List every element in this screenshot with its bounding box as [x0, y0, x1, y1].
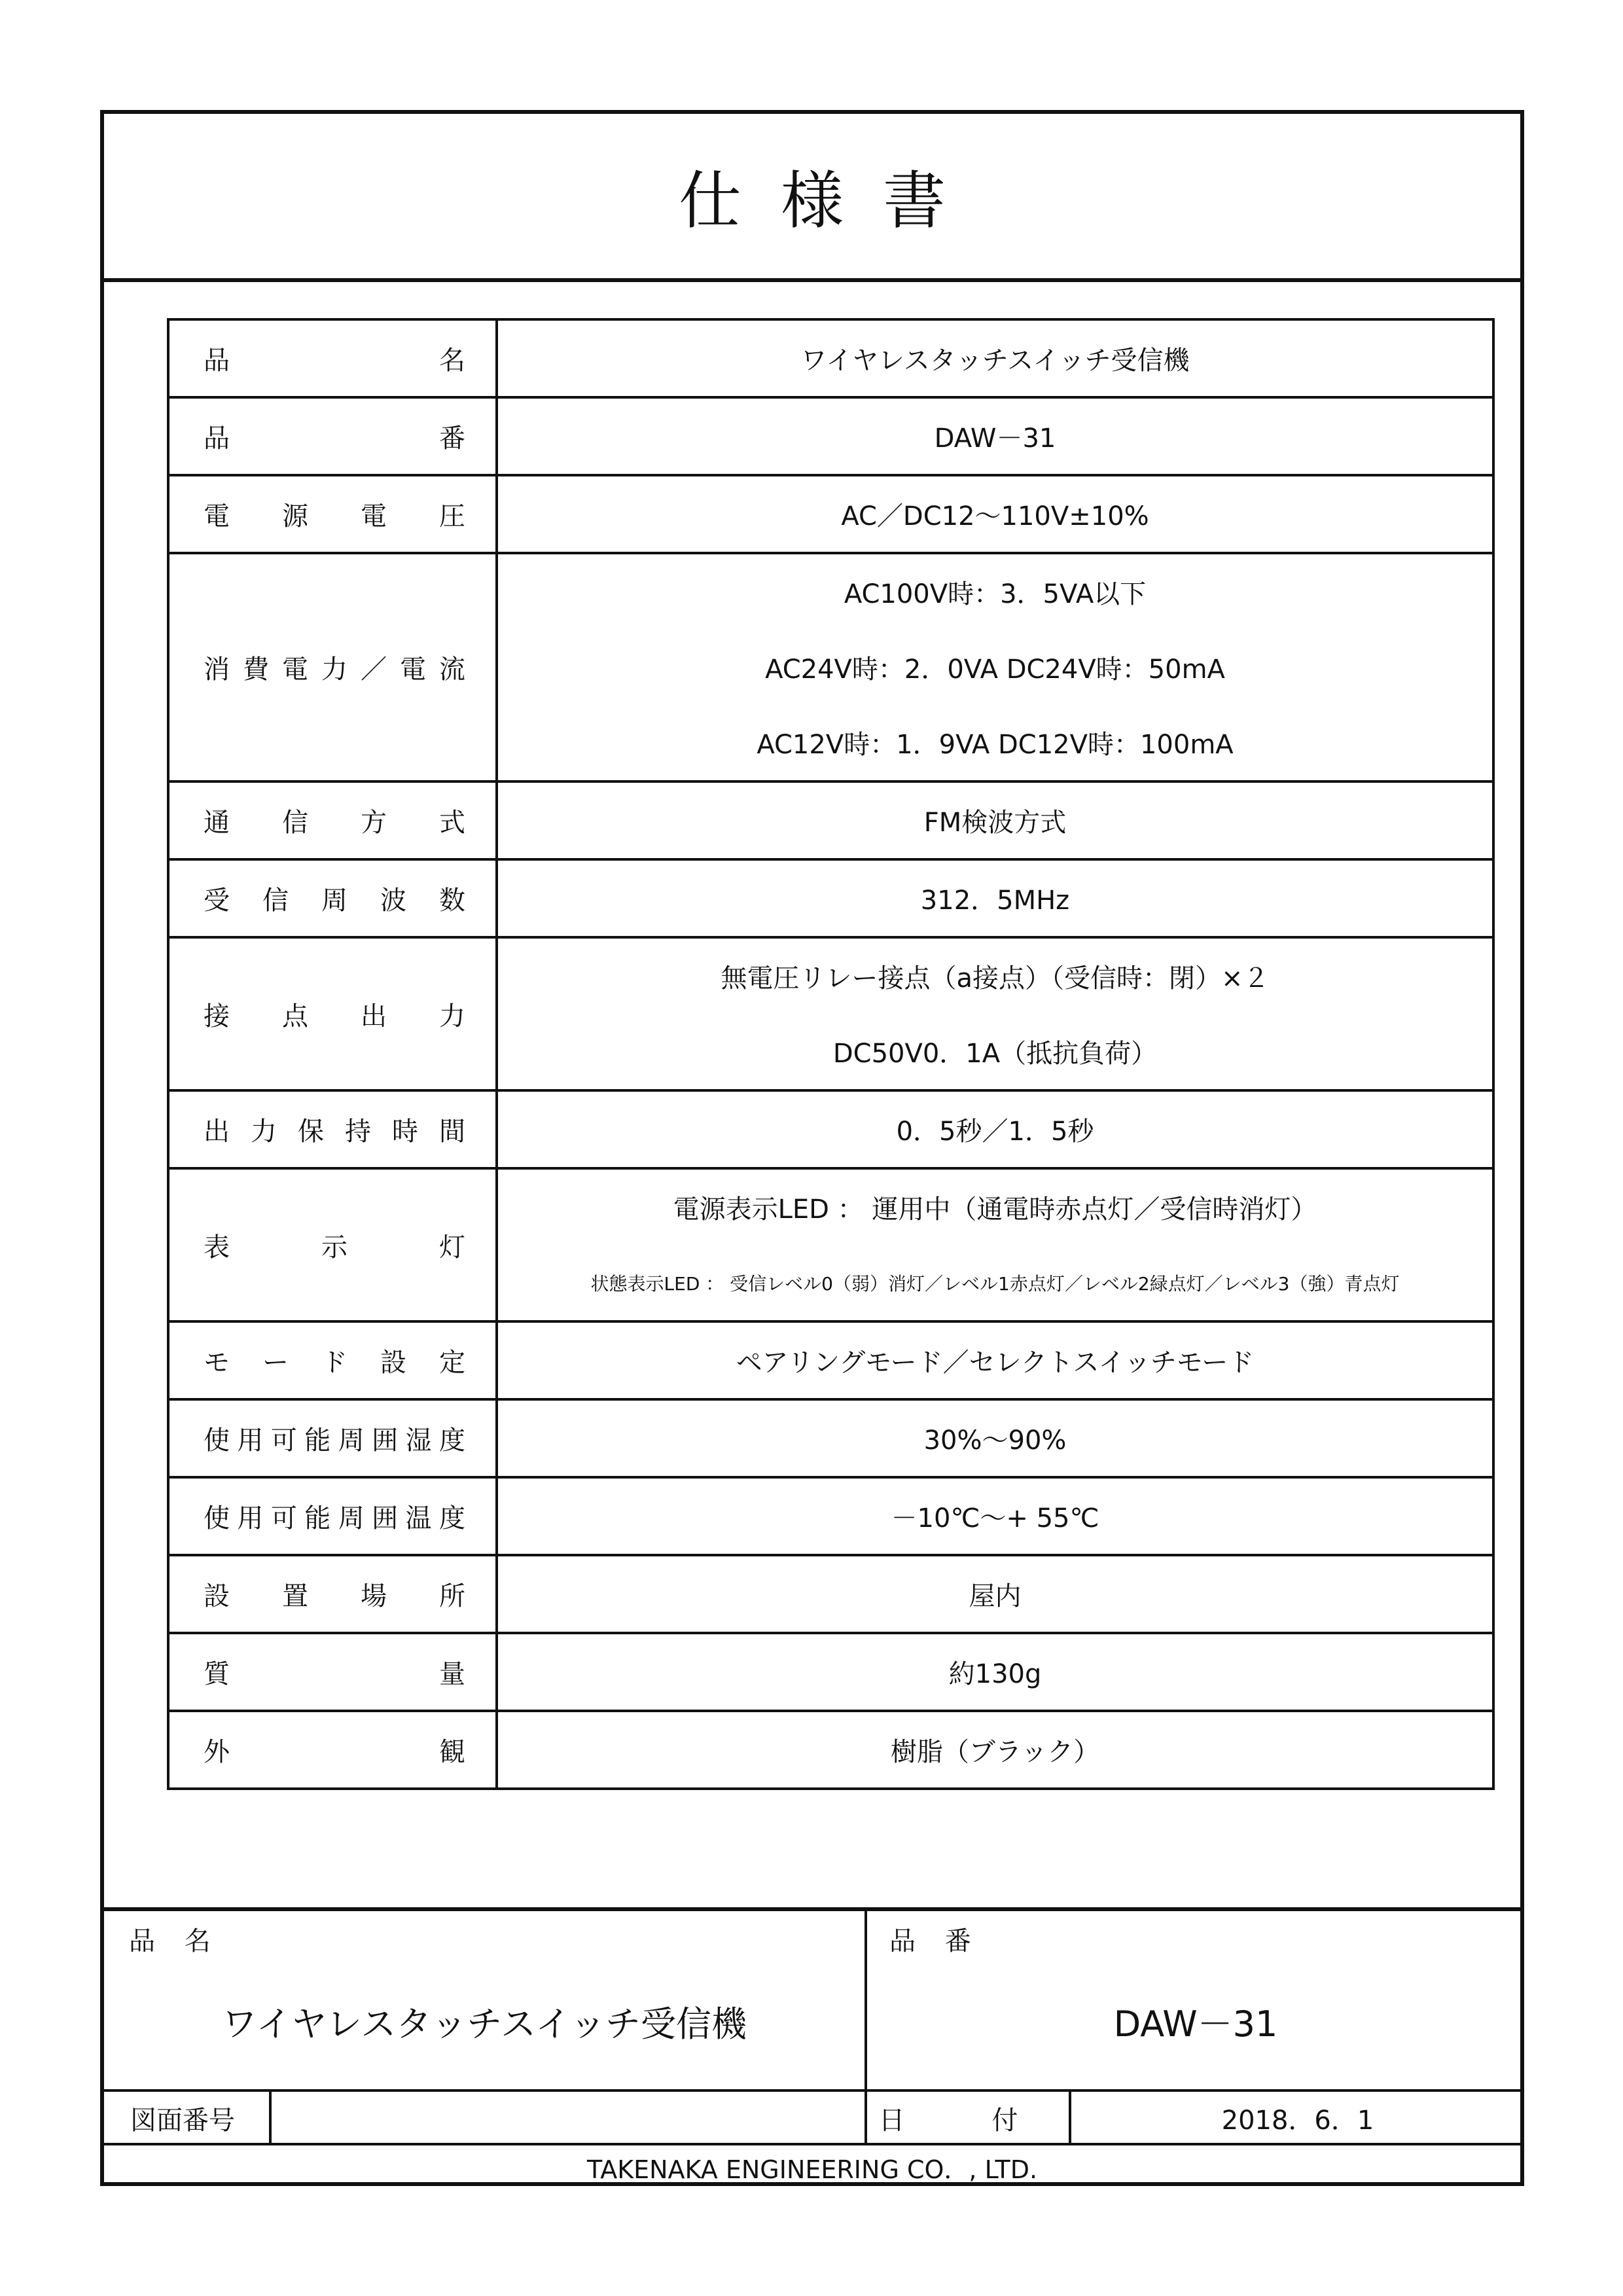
company-name: TAKENAKA ENGINEERING CO．, LTD.: [586, 2155, 1038, 2184]
spec-label: [168, 1555, 497, 1633]
spec-label-char: 時: [392, 1117, 418, 1147]
spec-label-char: 置: [282, 1581, 308, 1611]
spec-label-char: 力: [251, 1117, 277, 1147]
spec-label-char: 使: [204, 1426, 230, 1456]
spec-label-char: 定: [439, 1348, 465, 1378]
spec-label-char: 能: [304, 1426, 331, 1456]
spec-label-char: ー: [262, 1348, 289, 1378]
spec-label-char: 波: [380, 886, 406, 916]
spec-label-char: 費: [243, 655, 269, 685]
spec-label-char: 周: [321, 886, 348, 916]
spec-label-char: ／: [361, 655, 387, 685]
spec-value: [497, 1399, 1493, 1477]
spec-label: [168, 397, 497, 475]
spec-label-char: 囲: [372, 1426, 399, 1456]
spec-value-line: 0．5秒／1．5秒: [896, 1117, 1094, 1147]
product-number-label: 品 番: [889, 1926, 982, 1956]
spec-value: [497, 859, 1493, 937]
spec-value: [497, 1168, 1493, 1321]
spec-label-char: モ: [204, 1348, 230, 1378]
spec-label: [168, 1477, 497, 1555]
spec-value-line: ペアリングモード／セレクトスイッチモード: [736, 1348, 1255, 1378]
spec-row: [168, 1168, 1493, 1321]
document-title: 仕様書: [679, 164, 985, 238]
spec-value: [497, 937, 1493, 1090]
spec-value: [497, 397, 1493, 475]
spec-label-char: 持: [345, 1117, 371, 1147]
spec-label: [168, 475, 497, 553]
date-value: 2018．6．1: [1221, 2106, 1374, 2136]
spec-value: [497, 1477, 1493, 1555]
spec-row: [168, 1633, 1493, 1711]
spec-value-line: 状態表示LED ： 受信レベル0（弱）消灯／レベル1赤点灯／レベル2緑点灯／レベル3（強）青点灯: [590, 1272, 1400, 1295]
spec-label-char: 質: [204, 1659, 230, 1689]
spec-label-char: 囲: [372, 1503, 399, 1534]
spec-label-char: 灯: [439, 1232, 465, 1263]
spec-label: [168, 553, 497, 781]
spec-label-char: 保: [298, 1117, 324, 1147]
spec-label-char: 量: [439, 1659, 465, 1689]
spec-label-char: 表: [204, 1232, 230, 1263]
spec-label: [168, 781, 497, 859]
spec-label-char: 間: [439, 1117, 465, 1147]
spec-value-line: AC24V時：2．0VA DC24V時：50mA: [765, 655, 1225, 685]
spec-label: [168, 1168, 497, 1321]
spec-label: [168, 859, 497, 937]
spec-label-char: 所: [439, 1581, 465, 1611]
title-block: [104, 1907, 1520, 2186]
spec-value-line: －10℃～+ 55℃: [891, 1503, 1099, 1534]
spec-label-char: 可: [270, 1503, 297, 1534]
spec-value-line: AC12V時：1．9VA DC12V時：100mA: [757, 730, 1234, 760]
spec-label-char: 受: [204, 886, 230, 916]
spec-label-char: 品: [204, 423, 230, 454]
product-name-value: ワイヤレスタッチスイッチ受信機: [222, 2003, 747, 2045]
spec-label-char: 温: [405, 1503, 432, 1534]
spec-label-char: 名: [439, 346, 465, 376]
spec-value-line: 30%～90%: [923, 1426, 1067, 1456]
spec-label-char: 信: [282, 808, 308, 838]
spec-label-char: 外: [204, 1737, 230, 1767]
product-name-label: 品 名: [129, 1926, 221, 1956]
spec-label-char: 出: [204, 1117, 230, 1147]
spec-value-line: 無電圧リレー接点（a接点）（受信時：閉）×２: [721, 963, 1270, 994]
spec-label: [168, 1633, 497, 1711]
spec-label-char: 番: [439, 423, 465, 454]
spec-row: [168, 319, 1493, 397]
spec-label-char: 信: [262, 886, 289, 916]
spec-value-line: 312．5MHz: [920, 886, 1070, 916]
spec-label-char: 電: [361, 501, 387, 531]
spec-label-char: 場: [361, 1581, 387, 1611]
drawing-number-label: 図面番号: [130, 2106, 235, 2136]
spec-value-line: 屋内: [969, 1581, 1022, 1611]
spec-value: [497, 475, 1493, 553]
spec-label: [168, 1090, 497, 1168]
spec-value-line: DAW－31: [934, 423, 1056, 454]
spec-label-char: 式: [439, 808, 465, 838]
document-frame: [100, 110, 1524, 2186]
spec-value: [497, 319, 1493, 397]
spec-row: [168, 1555, 1493, 1633]
spec-label-char: 周: [338, 1503, 365, 1534]
spec-value: [497, 1555, 1493, 1633]
spec-label: [168, 319, 497, 397]
spec-value: [497, 1090, 1493, 1168]
spec-label: [168, 1711, 497, 1789]
spec-row: [168, 475, 1493, 553]
spec-label-char: 観: [439, 1737, 465, 1767]
spec-row: [168, 1399, 1493, 1477]
spec-row: [168, 1477, 1493, 1555]
spec-row: [168, 1711, 1493, 1789]
spec-value: [497, 1321, 1493, 1399]
spec-value: [497, 781, 1493, 859]
spec-row: [168, 937, 1493, 1090]
spec-label-char: 流: [439, 655, 465, 685]
spec-label-char: 周: [338, 1426, 365, 1456]
spec-row: [168, 553, 1493, 781]
spec-label-char: 度: [438, 1503, 465, 1534]
spec-label-char: 品: [204, 346, 230, 376]
spec-label-char: 数: [439, 886, 465, 916]
spec-label-char: 接: [204, 1001, 230, 1031]
spec-label-char: 示: [321, 1232, 348, 1263]
spec-label: [168, 937, 497, 1090]
spec-label-char: 源: [282, 501, 308, 531]
spec-label-char: 電: [204, 501, 230, 531]
spec-label-char: 設: [204, 1581, 230, 1611]
spec-value-line: 樹脂（ブラック）: [890, 1737, 1100, 1767]
spec-label-char: 設: [380, 1348, 406, 1378]
spec-value-line: 電源表示LED ： 運用中（通電時赤点灯／受信時消灯）: [673, 1194, 1317, 1225]
spec-label: [168, 1399, 497, 1477]
spec-label-char: 点: [282, 1001, 308, 1031]
spec-label-char: 能: [304, 1503, 331, 1534]
spec-value-line: ワイヤレスタッチスイッチ受信機: [800, 346, 1190, 376]
spec-label-char: 力: [439, 1001, 465, 1031]
spec-label-char: 力: [321, 655, 348, 685]
spec-label-char: 消: [204, 655, 230, 685]
spec-label-char: 用: [237, 1426, 264, 1456]
spec-label-char: 圧: [439, 501, 465, 531]
spec-label-char: 可: [270, 1426, 297, 1456]
title-bar: [104, 114, 1520, 282]
spec-row: [168, 397, 1493, 475]
spec-label-char: 電: [400, 655, 426, 685]
spec-value: [497, 1711, 1493, 1789]
spec-label-char: 度: [438, 1426, 465, 1456]
spec-label-char: 通: [204, 808, 230, 838]
spec-value: [497, 553, 1493, 781]
spec-row: [168, 1321, 1493, 1399]
spec-label-char: 電: [282, 655, 308, 685]
spec-value-line: FM検波方式: [923, 808, 1067, 838]
spec-value-line: AC100V時：3．5VA以下: [844, 579, 1147, 609]
spec-row: [168, 859, 1493, 937]
spec-value-line: AC／DC12～110V±10%: [841, 501, 1149, 531]
date-label: 日 付: [878, 2106, 1058, 2136]
spec-value: [497, 1633, 1493, 1711]
spec-label-char: 湿: [405, 1426, 432, 1456]
spec-value-line: DC50V0．1A（抵抗負荷）: [832, 1039, 1158, 1069]
spec-label-char: 方: [361, 808, 387, 838]
spec-value-line: 約130g: [948, 1659, 1042, 1689]
spec-row: [168, 781, 1493, 859]
spec-row: [168, 1090, 1493, 1168]
spec-label-char: 使: [204, 1503, 230, 1534]
product-number-value: DAW－31: [1113, 2003, 1278, 2045]
spec-table: [167, 318, 1495, 1790]
spec-label-char: 用: [237, 1503, 264, 1534]
spec-label-char: 出: [361, 1001, 387, 1031]
spec-label-char: ド: [321, 1348, 348, 1378]
spec-label: [168, 1321, 497, 1399]
